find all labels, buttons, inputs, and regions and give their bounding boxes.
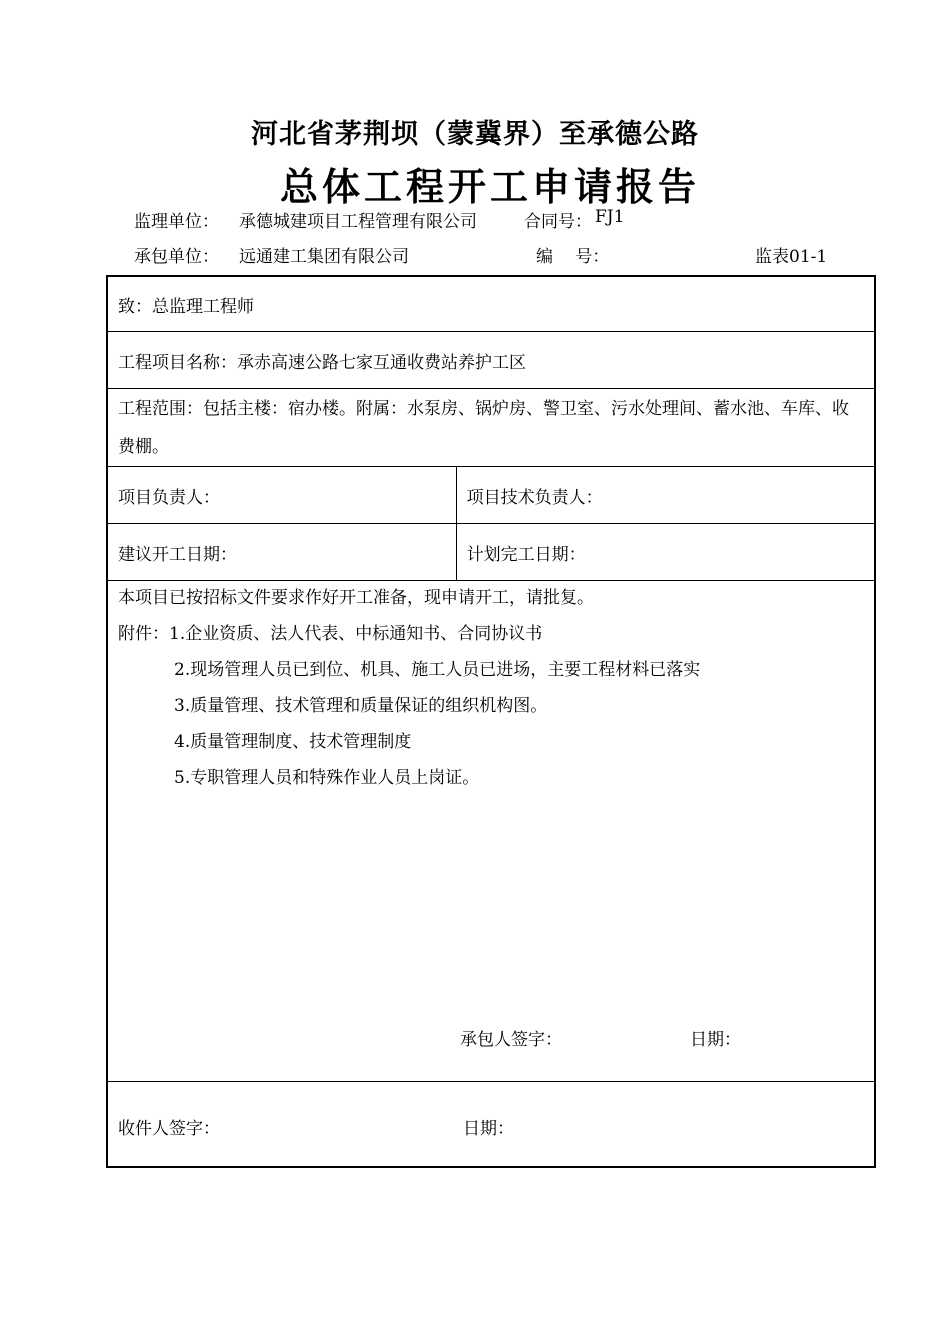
contractor-value: 远通建工集团有限公司	[239, 247, 409, 267]
application-statement: 本项目已按招标文件要求作好开工准备，现申请开工，请批复。	[118, 588, 594, 608]
contractor-date-label: 日期：	[690, 1030, 741, 1050]
document-title: 河北省茅荆坝（蒙冀界）至承德公路	[251, 119, 699, 150]
addressee: 致：总监理工程师	[107, 276, 875, 332]
supervisor-value: 承德城建项目工程管理有限公司	[239, 212, 477, 232]
supervisor-label: 监理单位：	[134, 212, 219, 232]
receiver-signature-label: 收件人签字：	[118, 1119, 220, 1139]
contractor-label: 承包单位：	[134, 247, 219, 267]
attachment-item: 5.专职管理人员和特殊作业人员上岗证。	[174, 768, 480, 788]
contract-value: FJ1	[595, 207, 625, 227]
contract-label: 合同号：	[524, 212, 592, 232]
start-date-field: 建议开工日期：	[107, 524, 456, 581]
application-body	[107, 581, 875, 1082]
receipt-row	[107, 1082, 875, 1168]
attachment-item: 附件：1.企业资质、法人代表、中标通知书、合同协议书	[118, 624, 543, 644]
project-leader-field: 项目负责人：	[107, 467, 456, 524]
tech-leader-field: 项目技术负责人：	[456, 467, 875, 524]
attachment-item: 3.质量管理、技术管理和质量保证的组织机构图。	[174, 696, 548, 716]
project-name: 工程项目名称：承赤高速公路七家互通收费站养护工区	[107, 332, 875, 389]
end-date-field: 计划完工日期：	[456, 524, 875, 581]
number-label: 编 号：	[536, 247, 610, 267]
project-scope: 工程范围：包括主楼：宿办楼。附属：水泵房、锅炉房、警卫室、污水处理间、蓄水池、车库、收费棚。	[107, 389, 875, 467]
attachment-item: 2.现场管理人员已到位、机具、施工人员已进场，主要工程材料已落实	[174, 660, 701, 680]
attachment-item: 4.质量管理制度、技术管理制度	[174, 732, 412, 752]
document-subtitle: 总体工程开工申请报告	[279, 164, 700, 209]
application-form	[106, 275, 876, 1168]
contractor-signature-label: 承包人签字：	[460, 1030, 562, 1050]
receiver-date-label: 日期：	[463, 1119, 514, 1139]
form-code: 监表01-1	[755, 247, 828, 267]
